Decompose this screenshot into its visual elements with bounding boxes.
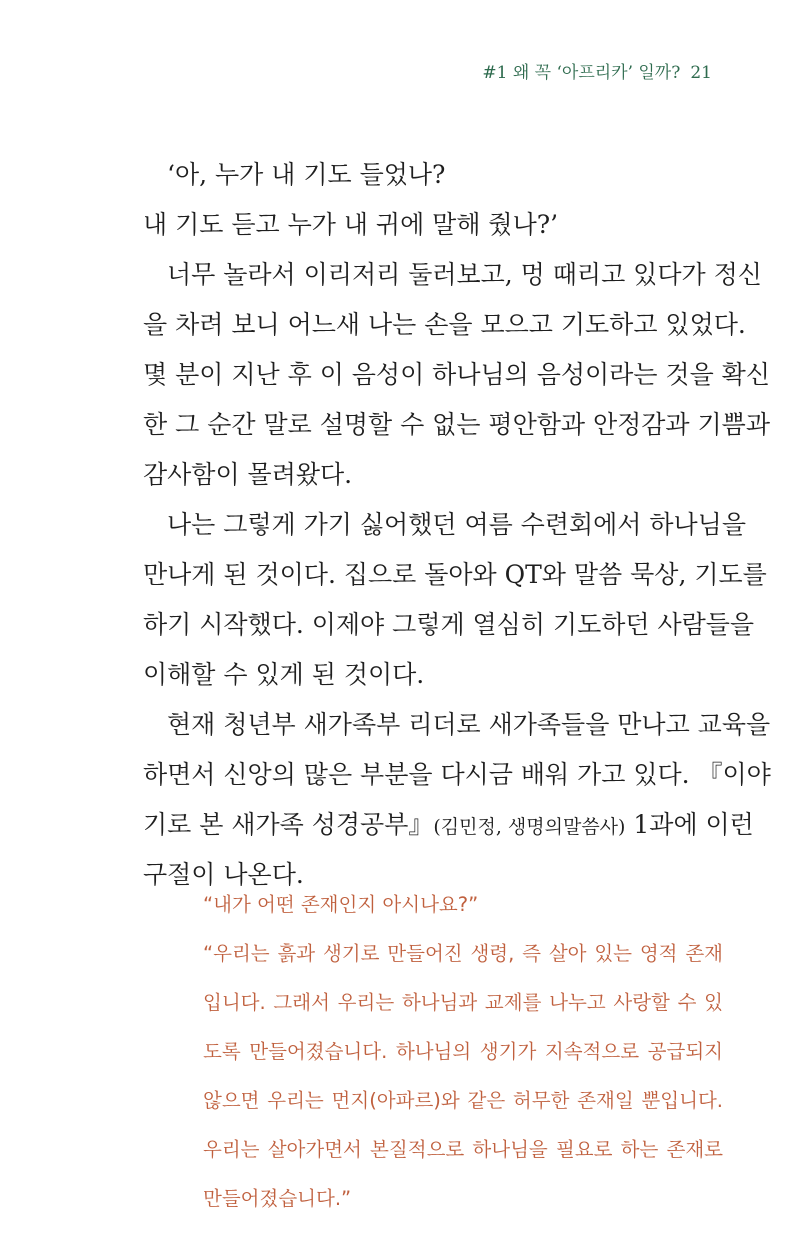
quote-line: 도록 만들어졌습니다. 하나님의 생기가 지속적으로 공급되지 <box>203 1040 723 1063</box>
body-line: 구절이 나온다. <box>143 860 304 889</box>
body-line: 한 그 순간 말로 설명할 수 없는 평안함과 안정감과 기쁨과 <box>143 410 770 439</box>
body-line: 을 차려 보니 어느새 나는 손을 모으고 기도하고 있었다. <box>143 310 746 339</box>
body-line: 만나게 된 것이다. 집으로 돌아와 QT와 말씀 묵상, 기도를 <box>143 560 767 589</box>
body-text <box>143 150 771 900</box>
book-citation: (김민정, 생명의말씀사) <box>433 816 626 838</box>
body-line: 몇 분이 지난 후 이 음성이 하나님의 음성이라는 것을 확신 <box>143 360 770 389</box>
body-line: ‘아, 누가 내 기도 들었나? <box>167 160 446 189</box>
body-line: 하기 시작했다. 이제야 그렇게 열심히 기도하던 사람들을 <box>143 610 755 639</box>
body-line-tail: 1과에 이런 <box>625 810 754 839</box>
quote-line: 만들어졌습니다.” <box>203 1187 352 1210</box>
chapter-title: #1 왜 꼭 ‘아프리카’ 일까? <box>482 63 681 83</box>
body-line: 나는 그렇게 가기 싫어했던 여름 수련회에서 하나님을 <box>167 510 746 539</box>
body-line: 현재 청년부 새가족부 리더로 새가족들을 만나고 교육을 <box>167 710 771 739</box>
body-line: 내 기도 듣고 누가 내 귀에 말해 줬나?’ <box>143 210 559 239</box>
quote-line: 않으면 우리는 먼지(아파르)와 같은 허무한 존재일 뿐입니다. <box>203 1089 723 1112</box>
body-line: 감사함이 몰려왔다. <box>143 460 353 489</box>
page-number: 21 <box>690 63 712 83</box>
book-title: 기로 본 새가족 성경공부』 <box>143 810 434 839</box>
quote-line: 입니다. 그래서 우리는 하나님과 교제를 나누고 사랑할 수 있 <box>203 991 723 1014</box>
body-line: 이해할 수 있게 된 것이다. <box>143 660 425 689</box>
body-line-with-citation <box>143 800 754 850</box>
body-line: 너무 놀라서 이리저리 둘러보고, 멍 때리고 있다가 정신 <box>167 260 762 289</box>
quote-line: “우리는 흙과 생기로 만들어진 생령, 즉 살아 있는 영적 존재 <box>203 942 723 965</box>
quote-block <box>203 880 723 1223</box>
quote-line: 우리는 살아가면서 본질적으로 하나님을 필요로 하는 존재로 <box>203 1138 723 1161</box>
quote-line: “내가 어떤 존재인지 아시나요?” <box>203 893 479 916</box>
body-line: 하면서 신앙의 많은 부분을 다시금 배워 가고 있다. 『이야 <box>143 760 771 789</box>
running-header <box>482 58 712 83</box>
